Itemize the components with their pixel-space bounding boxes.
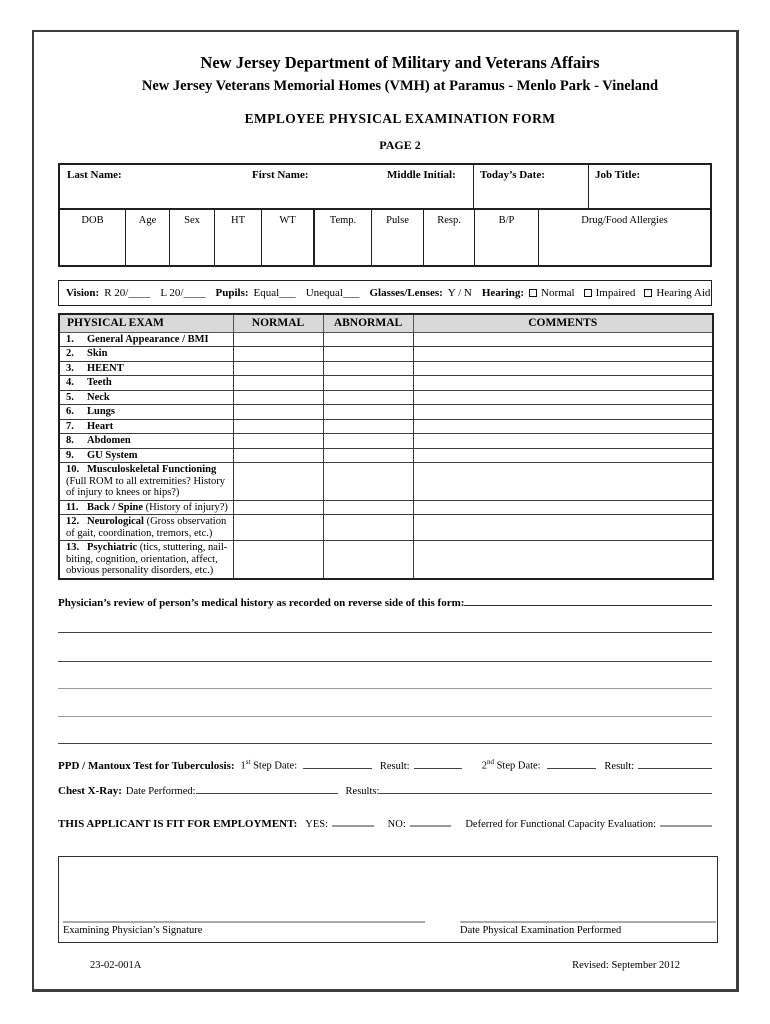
exam-item-label: 7. Heart [59, 419, 233, 434]
physical-exam-header: PHYSICAL EXAM [59, 314, 233, 332]
name-cell [60, 165, 473, 208]
exam-normal-cell [233, 515, 323, 541]
medical-history-review-row [58, 595, 712, 609]
exam-abnormal-cell [323, 405, 413, 420]
second-step-date-blank [547, 759, 597, 769]
medical-history-review-label: Physician’s review of person’s medical history as recorded on reverse side of this form: [58, 597, 465, 609]
job-title-cell [588, 165, 710, 208]
exam-item-label: 5. Neck [59, 390, 233, 405]
second-step-date-label: 2nd Step Date: [481, 758, 541, 772]
todays-date-label: Today’s Date: [480, 169, 545, 181]
vitals-header-drug-food-allergies: Drug/Food Allergies [581, 215, 668, 226]
yes-label: YES: [305, 819, 329, 830]
exam-row-6 [59, 405, 713, 420]
fitness-row [58, 817, 712, 830]
exam-item-label: 9. GU System [59, 448, 233, 463]
last-name-label: Last Name: [67, 169, 122, 181]
checkbox-icon [529, 289, 537, 297]
second-result-blank [638, 759, 712, 769]
exam-abnormal-cell [323, 448, 413, 463]
page-number-label: PAGE 2 [379, 138, 421, 152]
exam-abnormal-cell [323, 463, 413, 501]
exam-normal-cell [233, 347, 323, 362]
physician-signature-label: Examining Physician’s Signature [63, 925, 203, 936]
exam-row-8 [59, 434, 713, 449]
physician-signature-field [63, 921, 425, 936]
checkbox-label: Normal [541, 287, 575, 299]
exam-item-label: 3. HEENT [59, 361, 233, 376]
form-page [32, 30, 739, 992]
physical-exam-table [58, 313, 714, 580]
exam-comments-cell [413, 500, 713, 515]
signature-line [63, 921, 425, 923]
exam-comments-cell [413, 390, 713, 405]
exam-item-label: 2. Skin [59, 347, 233, 362]
vitals-header-wt: WT [262, 210, 315, 265]
form-title: EMPLOYEE PHYSICAL EXAMINATION FORM [244, 111, 556, 126]
exam-comments-cell [413, 419, 713, 434]
job-title-label: Job Title: [595, 169, 641, 181]
first-result-blank [414, 759, 462, 769]
vision-segment: R 20/____ [104, 287, 151, 299]
hearing-option-normal [529, 287, 575, 299]
exam-abnormal-cell [323, 332, 413, 347]
date-performed-blank [196, 784, 338, 794]
ruled-line [58, 716, 712, 717]
exam-comments-cell [413, 347, 713, 362]
normal-header: NORMAL [233, 314, 323, 332]
exam-row-4 [59, 376, 713, 391]
checkbox-label: Hearing Aid [656, 287, 711, 299]
hearing-option-impaired [584, 287, 636, 299]
exam-item-label: 12. Neurological (Gross observation of gait, coordination, tremors, etc.) [59, 515, 233, 541]
tb-test-label: PPD / Mantoux Test for Tuberculosis: [58, 759, 235, 772]
exam-comments-cell [413, 434, 713, 449]
second-result-label: Result: [604, 760, 635, 772]
signature-box [58, 856, 718, 943]
exam-abnormal-cell [323, 541, 413, 579]
ruled-line [58, 743, 712, 744]
fit-for-employment-label: THIS APPLICANT IS FIT FOR EMPLOYMENT: [58, 818, 298, 830]
exam-row-3 [59, 361, 713, 376]
checkbox-icon [584, 289, 592, 297]
exam-item-label: 10. Musculoskeletal Functioning (Full ROM to all extremities? History of injury to knees or hips?) [59, 463, 233, 501]
exam-row-1 [59, 332, 713, 347]
exam-row-13 [59, 541, 713, 579]
exam-normal-cell [233, 500, 323, 515]
ruled-line [58, 661, 712, 662]
vitals-header-sex: Sex [170, 210, 215, 265]
tb-test-row [58, 758, 712, 772]
chest-xray-row [58, 784, 712, 797]
ruled-line [58, 632, 712, 633]
date-performed-label: Date Performed: [125, 786, 196, 797]
exam-comments-cell [413, 332, 713, 347]
exam-normal-cell [233, 541, 323, 579]
identity-table [58, 163, 712, 267]
exam-normal-cell [233, 390, 323, 405]
results-blank [379, 784, 712, 794]
exam-row-11 [59, 500, 713, 515]
first-name-label: First Name: [252, 169, 309, 181]
exam-comments-cell [413, 405, 713, 420]
exam-comments-cell [413, 515, 713, 541]
exam-abnormal-cell [323, 390, 413, 405]
checkbox-icon [644, 289, 652, 297]
exam-abnormal-cell [323, 434, 413, 449]
no-label: NO: [387, 819, 406, 830]
vitals-header-dob: DOB [60, 210, 126, 265]
first-step-date-blank [303, 759, 372, 769]
document-title: New Jersey Department of Military and Veterans Affairs [200, 53, 600, 72]
exam-abnormal-cell [323, 500, 413, 515]
exam-row-7 [59, 419, 713, 434]
exam-abnormal-cell [323, 347, 413, 362]
exam-normal-cell [233, 405, 323, 420]
exam-item-label: 4. Teeth [59, 376, 233, 391]
exam-row-10 [59, 463, 713, 501]
abnormal-header: ABNORMAL [323, 314, 413, 332]
vision-segment: Glasses/Lenses: [369, 287, 443, 299]
exam-comments-cell [413, 361, 713, 376]
vision-segment: Equal___ [253, 287, 296, 299]
vision-segment: Hearing: [481, 287, 525, 299]
vitals-header-ht: HT [215, 210, 262, 265]
vitals-header-pulse: Pulse [372, 210, 424, 265]
form-number: 23-02-001A [90, 960, 142, 971]
exam-item-label: 6. Lungs [59, 405, 233, 420]
vitals-header-age: Age [126, 210, 170, 265]
deferred-label: Deferred for Functional Capacity Evaluation: [465, 819, 657, 830]
exam-header-row [59, 314, 713, 332]
exam-abnormal-cell [323, 376, 413, 391]
identity-name-row [60, 165, 710, 210]
exam-item-label: 1. General Appearance / BMI [59, 332, 233, 347]
exam-comments-cell [413, 541, 713, 579]
exam-row-12 [59, 515, 713, 541]
first-step-date-label: 1st Step Date: [240, 758, 298, 772]
no-blank [410, 817, 452, 827]
exam-abnormal-cell [323, 361, 413, 376]
chest-xray-label: Chest X-Ray: [58, 785, 122, 797]
results-label: Results: [345, 786, 380, 797]
vision-hearing-row [58, 280, 712, 306]
document-subtitle: New Jersey Veterans Memorial Homes (VMH) at Paramus - Menlo Park - Vineland [141, 78, 659, 94]
exam-row-2 [59, 347, 713, 362]
vision-segment: Pupils: [215, 287, 249, 299]
vision-segment: Unequal___ [305, 287, 360, 299]
exam-normal-cell [233, 463, 323, 501]
exam-date-field [460, 921, 716, 936]
vision-segment: Vision: [66, 287, 100, 299]
vitals-header-b-p: B/P [475, 210, 539, 265]
revision-date: Revised: September 2012 [572, 960, 680, 971]
signature-line [460, 921, 716, 923]
exam-comments-cell [413, 448, 713, 463]
exam-normal-cell [233, 434, 323, 449]
exam-normal-cell [233, 376, 323, 391]
exam-date-label: Date Physical Examination Performed [460, 925, 622, 936]
todays-date-cell [473, 165, 588, 208]
exam-comments-cell [413, 376, 713, 391]
exam-item-label: 8. Abdomen [59, 434, 233, 449]
vision-segment: Y / N [447, 287, 472, 299]
vision-segment: L 20/____ [160, 287, 206, 299]
exam-row-5 [59, 390, 713, 405]
hearing-option-hearing-aid [644, 287, 710, 299]
middle-initial-label: Middle Initial: [387, 169, 456, 181]
exam-abnormal-cell [323, 419, 413, 434]
exam-item-label: 11. Back / Spine (History of injury?) [59, 500, 233, 515]
ruled-line [58, 688, 712, 689]
exam-normal-cell [233, 361, 323, 376]
yes-blank [332, 817, 374, 827]
exam-normal-cell [233, 448, 323, 463]
first-result-label: Result: [379, 760, 410, 772]
comments-header: COMMENTS [413, 314, 713, 332]
exam-normal-cell [233, 332, 323, 347]
exam-normal-cell [233, 419, 323, 434]
vitals-header-temp: Temp. [315, 210, 372, 265]
vitals-header-row [60, 210, 710, 265]
exam-row-9 [59, 448, 713, 463]
exam-abnormal-cell [323, 515, 413, 541]
vitals-header-resp: Resp. [424, 210, 475, 265]
checkbox-label: Impaired [595, 287, 636, 299]
exam-item-label: 13. Psychiatric (tics, stuttering, nail-biting, cognition, orientation, affect, obvious personality disorders, etc.) [59, 541, 233, 579]
deferred-blank [660, 817, 712, 827]
review-blank-line [464, 595, 712, 606]
exam-comments-cell [413, 463, 713, 501]
